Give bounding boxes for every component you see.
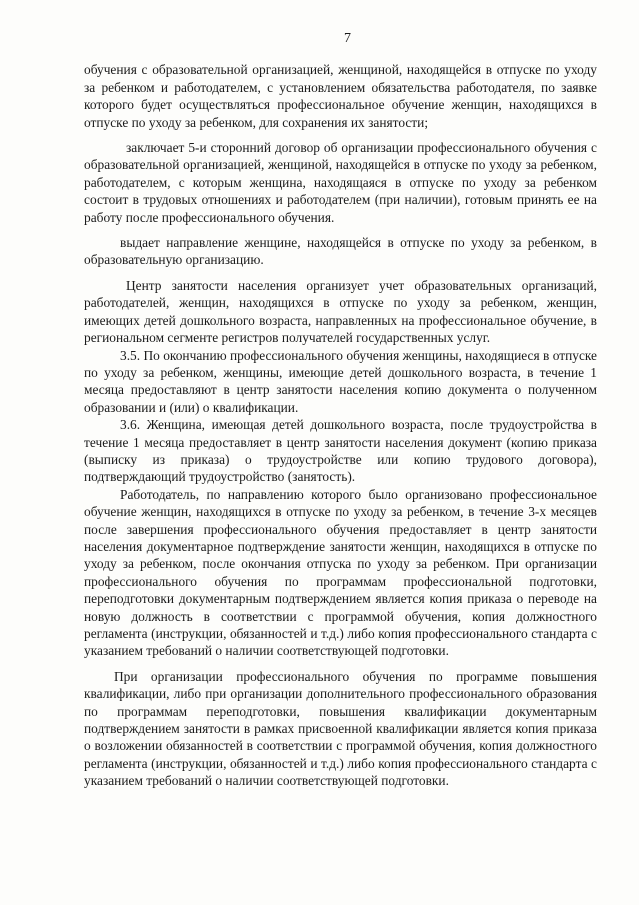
paragraph-2: заключает 5-и сторонний договор об организации профессионального обучения с образовательной организацией, женщиной, находящейся в отпуске по уходу за ребенком, работодателем, с которым женщина, находящаяся в отпуске по уходу за ребенком состоит в трудовых отношениях и работодателем (при наличии), готовым принять ее на работу после профессионального обучения.: [84, 140, 597, 225]
paragraph-7: Работодатель, по направлению которого было организовано профессиональное обучение женщин, находящихся в отпуске по уходу за ребенком, в течение 3-х месяцев после завершения профессионального обучения предоставляет в центр занятости населения документарное подтверждение занятости женщин, находящихся в отпуске по уходу за ребенком, после окончания отпуска по уходу за ребенком. При организации профессионального обучения по программам профессиональной подготовки, переподготовки документарным подтверждением является копия приказа о переводе на новую должность в соответствии с программой обучения, копия должностного регламента (инструкции, обязанностей и т.д.) либо копия профессионального стандарта с указанием требований о наличии соответствующей подготовки.: [84, 486, 597, 659]
paragraph-1: обучения с образовательной организацией, женщиной, находящейся в отпуске по уходу за ребенком и работодателем, с установлением обязательства работодателя, по заявке которого будет осуществляться профессиональное обучение женщин, находящихся в отпуске по уходу за ребенком, для сохранения их занятости;: [84, 62, 597, 130]
paragraph-3: выдает направление женщине, находящейся в отпуске по уходу за ребенком, в образовательную организацию.: [84, 235, 597, 268]
paragraph-6: 3.6. Женщина, имеющая детей дошкольного возраста, после трудоустройства в течение 1 месяца предоставляет в центр занятости населения документ (копию приказа (выписку из приказа) о трудоустройстве или копию трудового договора), подтверждающий трудоустройство (занятость).: [84, 417, 597, 485]
page-number: 7: [344, 31, 351, 46]
paragraph-4: Центр занятости населения организует учет образовательных организаций, работодателей, женщин, находящихся в отпуске по уходу за ребенком, женщин, имеющих детей дошкольного возраста, направленных на профессиональное обучение, в региональном сегменте регистров получателей государственных услуг.: [84, 277, 597, 346]
paragraph-5: 3.5. По окончанию профессионального обучения женщины, находящиеся в отпуске по уходу за ребенком, женщины, имеющие детей дошкольного возраста, в течение 1 месяца предоставляют в центр занятости населения копию документа о полученном образовании и (или) о квалификации.: [84, 347, 597, 415]
paragraph-8: При организации профессионального обучения по программе повышения квалификации, либо при организации дополнительного профессионального образования по программам переподготовки, повышения квалификации документарным подтверждением занятости в рамках присвоенной квалификации является копия приказа о возложении обязанностей в соответствии с программой обучения, копия должностного регламента (инструкции, обязанностей и т.д.) либо копия профессионального стандарта с указанием требований о наличии соответствующей подготовки.: [84, 668, 597, 789]
